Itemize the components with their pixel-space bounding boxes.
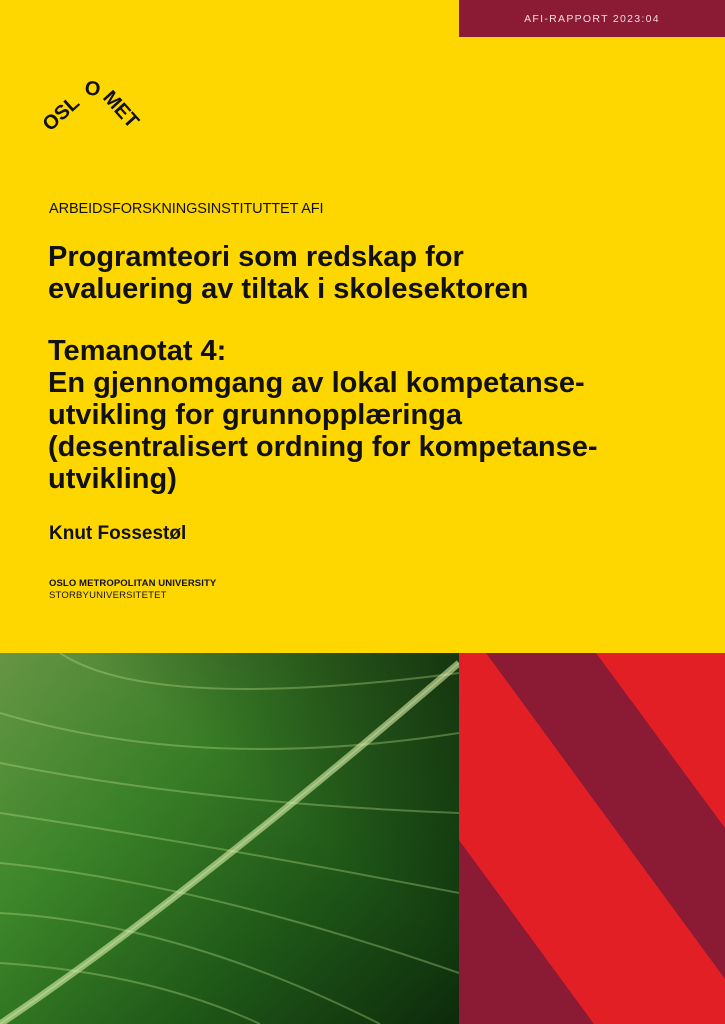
green-leaf-photo — [0, 653, 459, 1024]
svg-text:MET: MET — [98, 86, 143, 133]
subtitle-line: En gjennomgang av lokal kompetanse- — [48, 367, 585, 399]
report-number-band — [459, 0, 725, 37]
svg-text:O: O — [83, 77, 102, 102]
oslomet-logo-icon — [38, 77, 154, 148]
report-number: AFI-RAPPORT 2023:04 — [524, 12, 660, 25]
university-wordmark — [49, 578, 216, 602]
subtitle-line: Temanotat 4: — [48, 335, 227, 367]
report-subtitle — [48, 335, 718, 495]
title-line: evaluering av tiltak i skolesektoren — [48, 273, 529, 305]
title-line: Programteori som redskap for — [48, 241, 464, 273]
university-name-en: OSLO METROPOLITAN UNIVERSITY — [49, 578, 217, 589]
subtitle-line: utvikling for grunnopplæringa — [48, 399, 463, 431]
svg-text:OSL: OSL — [38, 91, 84, 136]
diagonal-stripes-pattern — [459, 653, 725, 1024]
university-name-no: STORBYUNIVERSITETET — [49, 590, 167, 601]
institute-name: ARBEIDSFORSKNINGSINSTITUTTET AFI — [49, 201, 324, 217]
report-title — [48, 241, 708, 305]
subtitle-line: utvikling) — [48, 463, 177, 495]
subtitle-line: (desentralisert ordning for kompetanse- — [48, 431, 598, 463]
author-name: Knut Fossestøl — [49, 523, 187, 544]
